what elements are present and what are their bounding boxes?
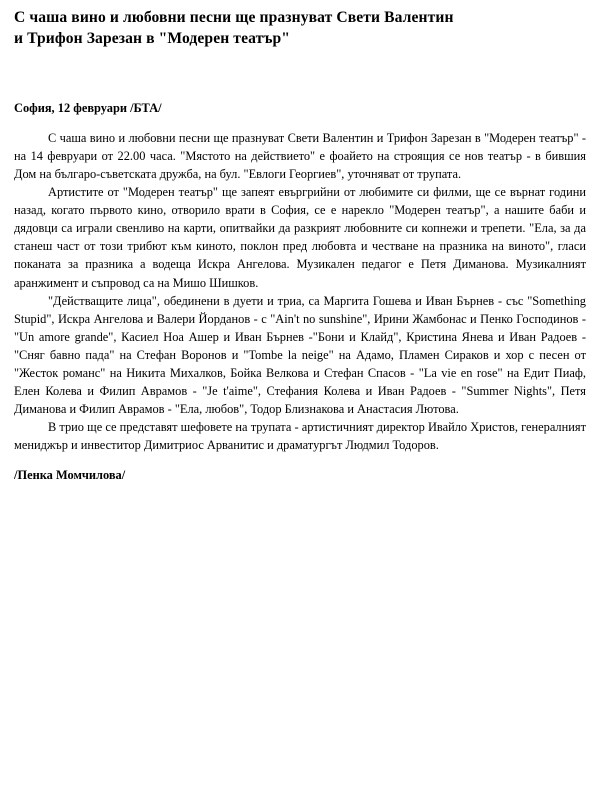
author-signature: /Пенка Момчилова/ [14, 468, 126, 482]
headline-line-2: и Трифон Зарезан в "Модерен театър" [14, 29, 291, 47]
paragraph: С чаша вино и любовни песни ще празнуват Свети Валентин и Трифон Зарезан в "Модерен театър" - на 14 февруари от 22.00 часа. "Мястото на действието" е фоайето на строящия се нов театър - в бившия Дом на българо-съветската дружба, на бул. "Евлоги Георгиев", уточняват от трупата. [14, 131, 586, 182]
page-title [14, 8, 586, 49]
paragraph: "Действащите лица", обединени в дуети и триа, са Маргита Гошева и Иван Бърнев - със "Something Stupid", Искра Ангелова и Валери Йорданов - с "Ain't no sunshine", Ирини Жамбонас и Пенко Господинов - "Un amore grande", Касиел Ноа Ашер и Иван Бърнев -"Бони и Клайд", Кристина Янева и Иван Радоев - "Сняг бавно пада" на Стефан Воронов и "Tombe la neige" на Адамо, Пламен Сираков и хор с песен от "Жесток романс" на Никита Михалков, Бойка Велкова и Стефан Спасов - "La vie en rose" на Едит Пиаф, Елен Колева и Филип Аврамов - "Je t'aime", Стефания Колева и Иван Радоев - "Summer Nights", Петя Диманова и Филип Аврамов - "Ела, любов", Тодор Близнакова и Анастасия Лютова. [14, 293, 586, 416]
headline-line-1: С чаша вино и любовни песни ще празнуват Свети Валентин [14, 9, 454, 26]
paragraph: Артистите от "Модерен театър" ще запеят евъргрийни от любимите си филми, ще се върнат години назад, когато първото кино, отворило врати в София, се е нарекло "Модерен театър", а нашите баби и дядовци са играли свенливо на карти, опитвайки да разкрият любовните си копнежи и трепети. "Ела, за да станеш част от този трибют към киното, поклон пред любовта и честване на празника на виното", гласи поканата за празника а водеща Искра Ангелова. Музикален педагог е Петя Диманова. Музикалният аранжимент и съпровод са на Мишо Шишков. [14, 185, 586, 290]
article-body [14, 129, 586, 454]
dateline: София, 12 февруари /БТА/ [14, 101, 162, 116]
paragraph: В трио ще се представят шефовете на трупата - артистичният директор Ивайло Христов, генералният мениджър и инвеститор Димитриос Арванитис и драматургът Людмил Тодоров. [14, 419, 586, 452]
